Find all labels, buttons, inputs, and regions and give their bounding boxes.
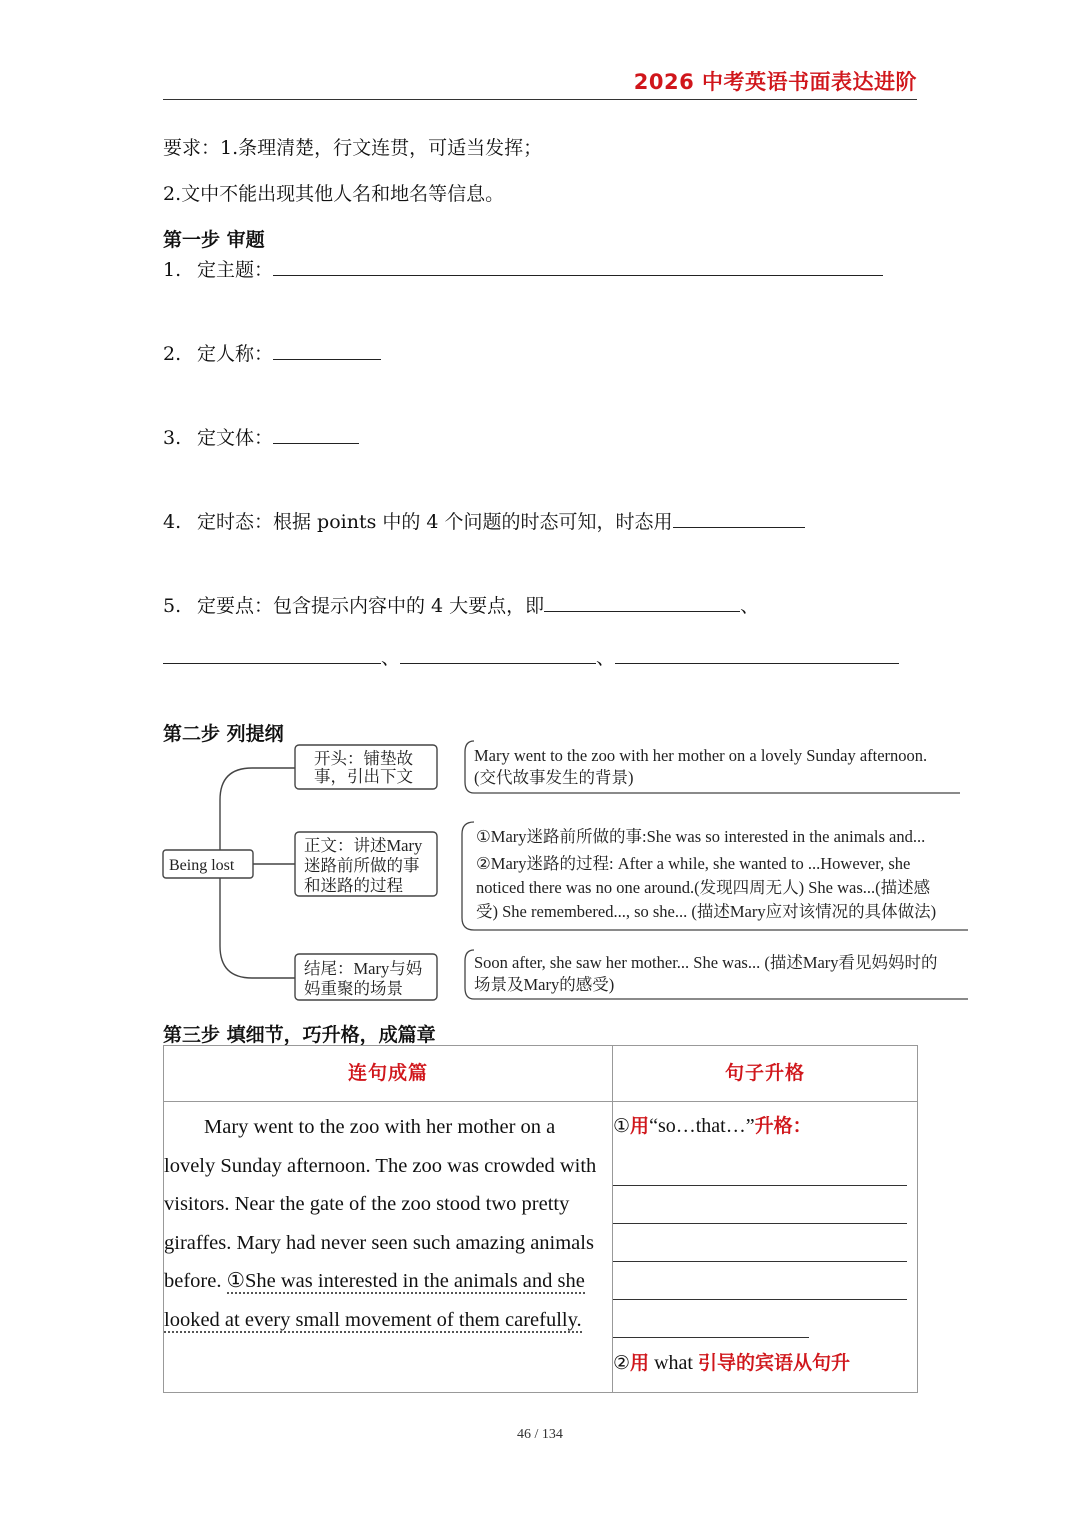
branch-content-line: Mary went to the zoo with her mother on a lovely Sunday afternoon.	[474, 746, 928, 765]
branch-content-line: ②Mary迷路的过程: After a while, she wanted to ...However, she	[476, 854, 911, 873]
instruction-text: 用	[630, 1115, 650, 1137]
item-number: 3.	[163, 427, 182, 449]
upgrade-instruction-2	[613, 1338, 907, 1384]
marked-sentence: ①She was interested in the animals and she looked at every small movement of them carefully.	[164, 1270, 585, 1331]
instruction-text: “so…that…”	[649, 1115, 755, 1137]
branch-content-line: ①Mary迷路前所做的事:She was so interested in the animals and...	[476, 827, 926, 846]
step1-heading: 第一步 审题	[163, 229, 265, 251]
branch-label-line: 妈重聚的场景	[304, 979, 403, 998]
branch-label-line: 开头：铺垫故	[314, 749, 413, 768]
answer-line[interactable]	[613, 1300, 809, 1338]
story-paragraph	[164, 1102, 612, 1349]
separator: 、	[740, 595, 760, 617]
branch-label-line: 结尾：Mary与妈	[304, 959, 423, 978]
column-header-compose: 连句成篇	[164, 1046, 613, 1102]
branch-content-line: noticed there was no one around.(发现四周无人) She was...(描述感	[476, 878, 931, 897]
column-header-upgrade: 句子升格	[613, 1046, 918, 1102]
compose-cell	[164, 1102, 613, 1393]
requirement-line-1: 要求：1.条理清楚，行文连贯，可适当发挥；	[163, 137, 543, 159]
circled-number: ②	[613, 1352, 631, 1374]
item-number: 5.	[163, 595, 182, 617]
item-number: 1.	[163, 259, 182, 281]
page-number: 46 / 134	[517, 1427, 563, 1442]
story-text: Mary went to the zoo with her mother on a lovely Sunday afternoon. The zoo was crowded with visitors. Near the gate of the zoo stood two pretty giraffes. Mary had never seen such amazing animals before.	[164, 1116, 597, 1292]
branch-label-line: 迷路前所做的事	[304, 856, 420, 875]
item-label: 定人称：	[197, 343, 274, 365]
item-label: 定主题：	[197, 259, 274, 281]
instruction-text: 用	[630, 1352, 650, 1374]
item-number: 4.	[163, 511, 182, 533]
branch-content-line: 受) She remembered..., so she... (描述Mary应对该情况的具体做法)	[476, 902, 937, 921]
item-label: 定时态：根据 points 中的 4 个问题的时态可知，时态用	[197, 511, 673, 533]
item-label: 定要点：包含提示内容中的 4 大要点，即	[197, 595, 545, 617]
branch-content-line: Soon after, she saw her mother... She was... (描述Mary看见妈妈时的	[474, 953, 938, 972]
center-node-label: Being lost	[169, 857, 235, 874]
branch-label-line: 事，引出下文	[314, 767, 413, 786]
upgrade-content	[613, 1102, 917, 1392]
requirement-line-2: 2.文中不能出现其他人名和地名等信息。	[163, 183, 505, 205]
item-number: 2.	[163, 343, 182, 365]
separator: 、	[381, 647, 401, 669]
instruction-text: 升格：	[754, 1115, 812, 1137]
document-header-title: 2026 中考英语书面表达进阶	[633, 70, 917, 94]
separator: 、	[596, 647, 616, 669]
step3-heading: 第三步 填细节，巧升格，成篇章	[163, 1024, 436, 1046]
instruction-text: what	[649, 1352, 698, 1374]
instruction-text: 引导的宾语从句升	[697, 1352, 850, 1374]
item-label: 定文体：	[197, 427, 274, 449]
branch-label-line: 正文：讲述Mary	[304, 836, 423, 855]
answer-line[interactable]	[613, 1224, 907, 1262]
circled-number: ①	[613, 1115, 631, 1137]
answer-line[interactable]	[613, 1186, 907, 1224]
writing-table	[163, 1045, 918, 1393]
branch-content-line: 场景及Mary的感受)	[474, 975, 615, 994]
answer-line[interactable]	[613, 1148, 907, 1186]
branch-content-line: (交代故事发生的背景)	[474, 768, 634, 787]
branch-label-line: 和迷路的过程	[304, 876, 403, 895]
upgrade-cell	[613, 1102, 918, 1393]
step2-heading: 第二步 列提纲	[163, 723, 284, 745]
answer-line[interactable]	[613, 1262, 907, 1300]
upgrade-instruction-1	[613, 1110, 907, 1148]
connector-line	[220, 864, 295, 978]
